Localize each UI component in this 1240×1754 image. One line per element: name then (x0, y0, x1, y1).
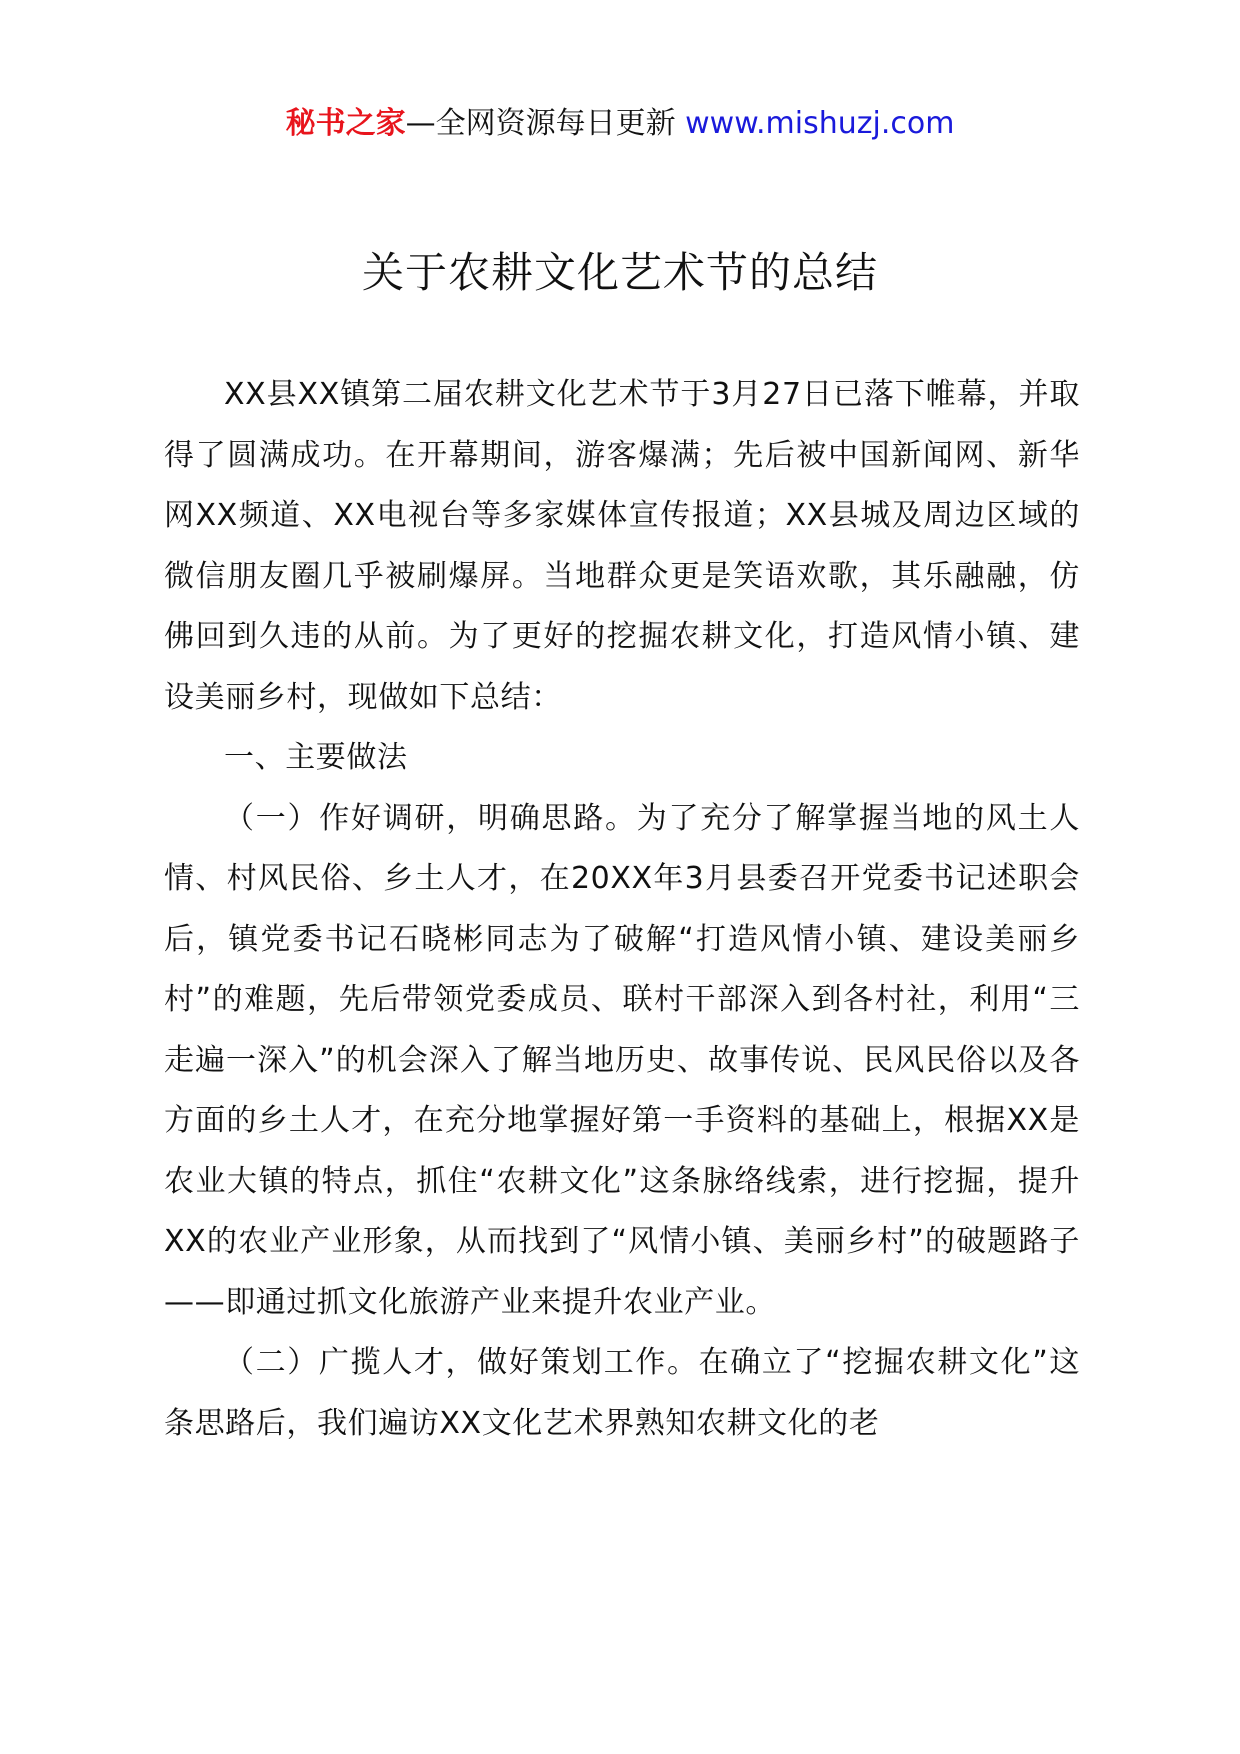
site-header (0, 104, 1240, 144)
site-tagline: —全网资源每日更新 (405, 106, 686, 141)
intro-paragraph: XX县XX镇第二届农耕文化艺术节于3月27日已落下帷幕，并取得了圆满成功。在开幕期间，游客爆满；先后被中国新闻网、新华网XX频道、XX电视台等多家媒体宣传报道；XX县城及周边区域的微信朋友圈几乎被刷爆屏。当地群众更是笑语欢歌，其乐融融，仿佛回到久违的从前。为了更好的挖掘农耕文化，打造风情小镇、建设美丽乡村，现做如下总结： (164, 377, 1080, 715)
site-url-link[interactable]: www.mishuzj.com (685, 106, 955, 141)
document-body (164, 365, 1080, 1454)
subsection-2-paragraph: （二）广揽人才，做好策划工作。在确立了“挖掘农耕文化”这条思路后，我们遍访XX文化艺术界熟知农耕文化的老 (164, 1345, 1080, 1441)
section-heading: 一、主要做法 (224, 740, 408, 775)
subsection-1-paragraph: （一）作好调研，明确思路。为了充分了解掌握当地的风土人情、村风民俗、乡土人才，在20XX年3月县委召开党委书记述职会后，镇党委书记石晓彬同志为了破解“打造风情小镇、建设美丽乡村”的难题，先后带领党委成员、联村干部深入到各村社，利用“三走遍一深入”的机会深入了解当地历史、故事传说、民风民俗以及各方面的乡土人才，在充分地掌握好第一手资料的基础上，根据XX是农业大镇的特点，抓住“农耕文化”这条脉络线索，进行挖掘，提升XX的农业产业形象，从而找到了“风情小镇、美丽乡村”的破题路子——即通过抓文化旅游产业来提升农业产业。 (164, 800, 1080, 1320)
document-title: 关于农耕文化艺术节的总结 (361, 248, 878, 297)
site-brand: 秘书之家 (285, 106, 406, 141)
